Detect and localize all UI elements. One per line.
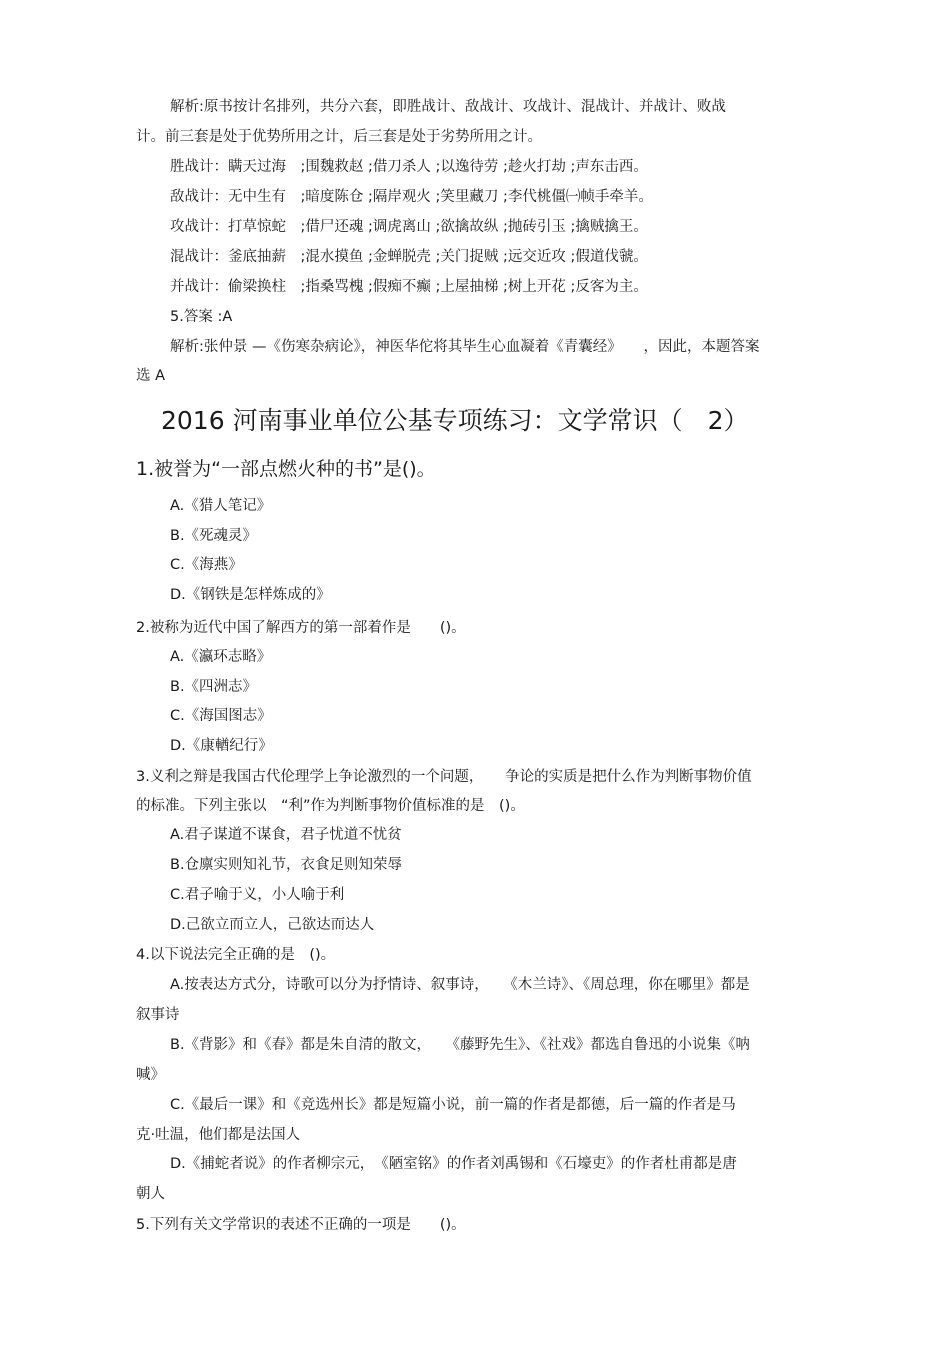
option-item: 朝人: [136, 1186, 165, 1202]
section-title: 2016 河南事业单位公基专项练习：文学常识（ 2）: [161, 406, 749, 435]
option-item: D.《捕蛇者说》的作者柳宗元， 《陋室铭》的作者刘禹锡和《石壕吏》的作者杜甫都是唐: [170, 1156, 737, 1172]
question-stem: 4.以下说法完全正确的是 ()。: [136, 947, 336, 963]
option-item: 叙事诗: [136, 1007, 180, 1023]
stratagem-row: 并战计：偷梁换柱 ;指桑骂槐 ;假痴不癫 ;上屋抽梯 ;树上开花 ;反客为主。: [170, 279, 648, 295]
option-item: C.《海燕》: [170, 557, 243, 573]
analysis-line: 解析:原书按计名排列，共分六套，即胜战计、敌战计、攻战计、混战计、并战计、败战: [170, 99, 726, 115]
option-item: B.《背影》和《春》都是朱自清的散文， 《藤野先生》、《社戏》都选自鲁迅的小说集《呐: [170, 1037, 751, 1053]
analysis-line: 计。前三套是处于优势所用之计，后三套是处于劣势所用之计。: [136, 129, 542, 145]
option-item: A.君子谋道不谋食，君子忧道不忧贫: [170, 827, 402, 843]
option-item: A.按表达方式分，诗歌可以分为抒情诗、叙事诗， 《木兰诗》、《周总理，你在哪里》都是: [170, 977, 750, 993]
option-item: 喊》: [136, 1067, 165, 1083]
answer-text: 5.答案 :A: [170, 309, 233, 325]
question-stem: 3.义利之辩是我国古代伦理学上争论激烈的一个问题， 争论的实质是把什么作为判断事物价值: [136, 769, 752, 785]
option-item: D.己欲立而立人，己欲达而达人: [170, 917, 375, 933]
question-stem: 1.被誉为“一部点燃火种的书”是()。: [136, 458, 436, 480]
analysis-line: 解析:张仲景 —《伤寒杂病论》，神医华佗将其毕生心血凝着《青囊经》 ，因此，本题答案: [170, 339, 760, 355]
question-stem: 5.下列有关文学常识的表述不正确的一项是 ()。: [136, 1217, 466, 1233]
option-item: B.《死魂灵》: [170, 528, 258, 544]
stratagem-row: 胜战计：瞒天过海 ;围魏救赵 ;借刀杀人 ;以逸待劳 ;趁火打劫 ;声东击西。: [170, 159, 648, 175]
stratagem-row: 混战计：釜底抽薪 ;混水摸鱼 ;金蝉脱壳 ;关门捉贼 ;远交近攻 ;假道伐虢。: [170, 249, 648, 265]
option-item: B.《四洲志》: [170, 679, 258, 695]
option-item: C.《最后一课》和《竞选州长》都是短篇小说，前一篇的作者是都德，后一篇的作者是马: [170, 1097, 736, 1113]
option-item: C.君子喻于义，小人喻于利: [170, 887, 345, 903]
option-item: 克·吐温，他们都是法国人: [136, 1127, 301, 1143]
option-item: A.《猎人笔记》: [170, 498, 272, 514]
option-item: B.仓廪实则知礼节，衣食足则知荣辱: [170, 857, 403, 873]
option-item: D.《钢铁是怎样炼成的》: [170, 587, 331, 603]
stratagem-row: 敌战计：无中生有 ;暗度陈仓 ;隔岸观火 ;笑里藏刀 ;李代桃僵㈠帧手牵羊。: [170, 189, 653, 205]
option-item: C.《海国图志》: [170, 708, 272, 724]
analysis-line: 选 A: [136, 368, 166, 384]
question-stem: 的标准。下列主张以 “利”作为判断事物价值标准的是 ()。: [136, 798, 525, 814]
question-stem: 2.被称为近代中国了解西方的第一部着作是 ()。: [136, 620, 466, 636]
option-item: D.《康輶纪行》: [170, 738, 273, 754]
option-item: A.《瀛环志略》: [170, 649, 272, 665]
stratagem-row: 攻战计：打草惊蛇 ;借尸还魂 ;调虎离山 ;欲擒故纵 ;抛砖引玉 ;擒贼擒王。: [170, 219, 648, 235]
